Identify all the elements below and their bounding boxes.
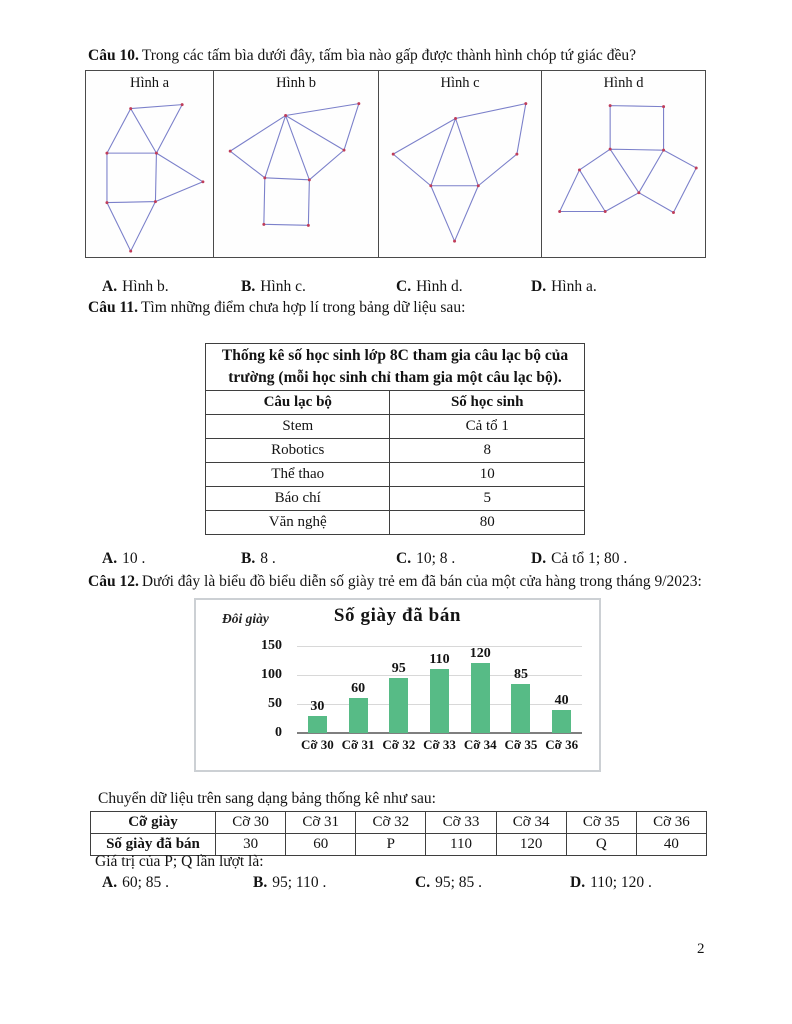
table-row: [206, 463, 585, 487]
q10-label: Câu 10.: [88, 47, 139, 64]
net-vertex-dot: [604, 210, 607, 213]
y-tick-label: 150: [261, 638, 282, 653]
option-text: 110; 120 .: [590, 874, 652, 891]
chart-title: Số giày đã bán: [333, 605, 462, 626]
table-header-row: [91, 812, 707, 834]
cell-count: 10: [390, 463, 585, 487]
option-letter: C.: [415, 874, 431, 891]
figure-d-label: Hình d: [603, 75, 644, 91]
cell-club: Báo chí: [206, 487, 390, 511]
bar: [552, 710, 571, 733]
net-vertex-dot: [357, 102, 360, 105]
table-header-row: [206, 391, 585, 415]
option-letter: B.: [253, 874, 268, 891]
net-edges: [560, 106, 697, 213]
q12-label: Câu 12.: [88, 573, 139, 590]
cell-club: Thể thao: [206, 463, 390, 487]
net-vertex-dot: [637, 191, 640, 194]
net-vertex-dot: [578, 168, 581, 171]
q12-heading: [88, 572, 748, 591]
bar-group: [378, 646, 419, 733]
net-vertex-dot: [343, 149, 346, 152]
option-text: Cả tổ 1; 80 .: [551, 550, 628, 567]
option-text: 95; 85 .: [435, 874, 483, 891]
bar-group: [541, 646, 582, 733]
table-title-row: [206, 344, 585, 391]
cell-count: 5: [390, 487, 585, 511]
option-letter: A.: [102, 550, 118, 567]
bar: [349, 698, 368, 733]
net-vertex-dot: [672, 211, 675, 214]
net-vertex-dot: [105, 201, 108, 204]
table-title-line1: Thống kê số học sinh lớp 8C tham gia câu lạc bộ của: [221, 346, 569, 364]
option-text: 10 .: [122, 550, 146, 567]
q12-transfer-text: Chuyển dữ liệu trên sang dạng bảng thống kê như sau:: [98, 790, 436, 807]
x-tick-label: Cỡ 31: [341, 737, 375, 752]
net-vertex-dot: [558, 210, 561, 213]
bar-group: [338, 646, 379, 733]
q10-question-text: Trong các tấm bìa dưới đây, tấm bìa nào gấp được thành hình chóp tứ giác đều?: [141, 47, 636, 64]
size-cell: Cỡ 30: [216, 812, 286, 834]
cell-club: Robotics: [206, 439, 390, 463]
q11-options: [102, 550, 627, 568]
q12-option-b: [253, 874, 415, 892]
option-letter: B.: [241, 550, 256, 567]
net-vertex-dot: [429, 184, 432, 187]
net-vertex-dot: [154, 200, 157, 203]
bar-group: [297, 646, 338, 733]
figure-cell-d: [542, 71, 705, 257]
net-vertex-dot: [155, 152, 158, 155]
net-vertex-dot: [201, 180, 204, 183]
q10-option-c: [396, 278, 531, 296]
net-vertex-dot: [284, 114, 287, 117]
bar: [308, 716, 327, 733]
q12-option-a: [102, 874, 253, 892]
option-text: 8 .: [260, 550, 276, 567]
option-letter: D.: [531, 550, 547, 567]
option-letter: B.: [241, 278, 256, 295]
option-text: 60; 85 .: [122, 874, 170, 891]
q11-option-d: [531, 550, 627, 568]
q12-option-d: [570, 874, 652, 892]
net-vertex-dot: [262, 223, 265, 226]
q10-heading: [88, 46, 748, 65]
option-letter: A.: [102, 278, 118, 295]
x-tick-label: Cỡ 34: [463, 737, 497, 752]
q12-option-c: [415, 874, 570, 892]
figure-cell-a: [86, 71, 214, 257]
q11-label: Câu 11.: [88, 299, 138, 316]
net-vertex-dot: [662, 149, 665, 152]
size-cell: Cỡ 33: [426, 812, 496, 834]
bar-group: [419, 646, 460, 733]
q12-pq-text: Giá trị của P; Q lần lượt là:: [95, 853, 264, 870]
table-row: [206, 511, 585, 535]
figure-cell-b: [214, 71, 379, 257]
q12-options: [102, 874, 652, 892]
net-vertex-dot: [308, 178, 311, 181]
cell-club: Stem: [206, 415, 390, 439]
q11-club-table: [205, 343, 585, 535]
option-text: Hình b.: [122, 278, 169, 295]
option-text: Hình c.: [260, 278, 306, 295]
bar-value-label: 85: [513, 666, 528, 682]
net-vertex-dot: [695, 166, 698, 169]
net-vertex-dot: [609, 104, 612, 107]
figure-c-label: Hình c: [440, 75, 480, 91]
option-text: 95; 110 .: [272, 874, 327, 891]
q11-option-b: [241, 550, 396, 568]
shoes-sold-bar-chart: [194, 598, 601, 772]
net-vertex-dot: [453, 240, 456, 243]
x-tick-label: Cỡ 30: [300, 737, 334, 752]
option-letter: D.: [570, 874, 586, 891]
option-letter: C.: [396, 550, 412, 567]
bar-value-label: 120: [469, 646, 491, 662]
bar-value-label: 60: [351, 681, 366, 697]
y-tick-label: 50: [268, 696, 282, 711]
size-cell: Cỡ 36: [636, 812, 706, 834]
bar-value-label: 110: [429, 652, 450, 668]
value-cell: Q: [566, 834, 636, 856]
chart-bars: [297, 646, 582, 733]
bar-value-label: 95: [391, 660, 406, 676]
table-row: [206, 415, 585, 439]
option-letter: C.: [396, 278, 412, 295]
x-tick-label: Cỡ 36: [545, 737, 579, 752]
net-vertex-dot: [477, 184, 480, 187]
value-cell: 60: [286, 834, 356, 856]
q10-option-d: [531, 278, 597, 296]
net-vertex-dot: [181, 103, 184, 106]
table-row: [206, 439, 585, 463]
row-header-sold: Số giày đã bán: [91, 834, 216, 856]
net-vertex-dot: [662, 105, 665, 108]
x-tick-label: Cỡ 32: [382, 737, 416, 752]
q10-option-b: [241, 278, 396, 296]
figure-b-label: Hình b: [276, 75, 316, 91]
table-row: [206, 487, 585, 511]
net-vertex-dot: [515, 153, 518, 156]
size-cell: Cỡ 32: [356, 812, 426, 834]
figure-d-net-drawing: [542, 71, 705, 257]
bar-value-label: 40: [554, 692, 569, 708]
figure-b-net-drawing: [214, 71, 378, 257]
bar: [471, 663, 490, 733]
net-edges: [393, 104, 526, 242]
q11-option-a: [102, 550, 241, 568]
col-header-club: Câu lạc bộ: [206, 391, 390, 415]
cell-count: 80: [390, 511, 585, 535]
net-vertex-dot: [129, 250, 132, 253]
x-tick-label: Cỡ 35: [504, 737, 538, 752]
option-text: 10; 8 .: [416, 550, 456, 567]
figure-c-net-drawing: [379, 71, 541, 257]
option-text: Hình a.: [551, 278, 597, 295]
option-text: Hình d.: [416, 278, 463, 295]
size-cell: Cỡ 35: [566, 812, 636, 834]
bar: [389, 678, 408, 733]
q11-question-text: Tìm những điểm chưa hợp lí trong bảng dữ liệu sau:: [140, 299, 466, 316]
cell-count: Cả tổ 1: [390, 415, 585, 439]
bar: [511, 684, 530, 733]
value-cell: 110: [426, 834, 496, 856]
chart-y-axis-label: Đôi giày: [222, 611, 269, 626]
q11-option-c: [396, 550, 531, 568]
cell-club: Văn nghệ: [206, 511, 390, 535]
table-title-line2: trường (mỗi học sinh chỉ tham gia một câu lạc bộ).: [228, 369, 562, 386]
y-tick-label: 0: [275, 725, 282, 740]
value-cell: 40: [636, 834, 706, 856]
size-cell: Cỡ 34: [496, 812, 566, 834]
option-letter: A.: [102, 874, 118, 891]
net-edges: [107, 105, 203, 251]
net-vertex-dot: [105, 152, 108, 155]
figure-a-net-drawing: [86, 71, 213, 257]
net-vertex-dot: [454, 117, 457, 120]
bar: [430, 669, 449, 733]
cell-count: 8: [390, 439, 585, 463]
net-edges: [230, 104, 359, 226]
size-cell: Cỡ 31: [286, 812, 356, 834]
table-title-cell: [206, 344, 585, 391]
value-cell: 30: [216, 834, 286, 856]
net-vertex-dot: [524, 102, 527, 105]
y-tick-label: 100: [261, 667, 282, 682]
q11-heading: [88, 298, 748, 317]
value-cell: 120: [496, 834, 566, 856]
q12-stat-table: [90, 811, 707, 856]
net-vertex-dot: [263, 176, 266, 179]
net-vertex-dot: [392, 153, 395, 156]
page-number: 2: [697, 941, 705, 957]
chart-x-tick-labels: [297, 737, 582, 753]
x-tick-label: Cỡ 33: [423, 737, 456, 752]
net-vertex-dot: [609, 148, 612, 151]
net-vertex-dot: [229, 150, 232, 153]
q12-question-text: Dưới đây là biểu đồ biểu diễn số giày trẻ em đã bán của một cửa hàng trong tháng 9/2023:: [141, 573, 702, 590]
row-header-size: Cỡ giày: [91, 812, 216, 834]
q10-figure-table: [85, 70, 706, 258]
q10-option-a: [102, 278, 241, 296]
value-cell: P: [356, 834, 426, 856]
col-header-count: Số học sinh: [390, 391, 585, 415]
figure-a-label: Hình a: [129, 75, 170, 91]
bar-group: [460, 646, 501, 733]
net-vertex-dot: [307, 224, 310, 227]
figure-cell-c: [379, 71, 542, 257]
net-vertex-dot: [129, 107, 132, 110]
bar-value-label: 30: [310, 698, 325, 714]
q10-options: [102, 278, 597, 296]
bar-group: [501, 646, 542, 733]
option-letter: D.: [531, 278, 547, 295]
